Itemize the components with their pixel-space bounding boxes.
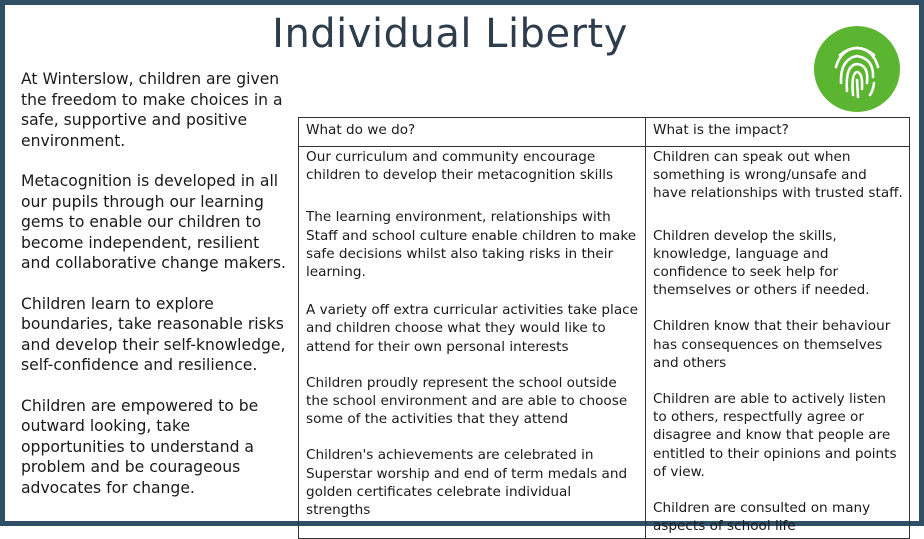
intro-paragraph: Children are empowered to be outward looking, take opportunities to understand a problem and be courageous advocates for change. <box>21 396 259 497</box>
intro-paragraph: Children learn to explore boundaries, take reasonable risks and develop their self-knowledge, self-confidence and resilience. <box>21 294 286 374</box>
list-item: Children are able to actively listen to others, respectfully agree or disagree and know that people are entitled to their opinions and points of view. <box>653 391 897 480</box>
list-item: Children's achievements are celebrated in Superstar worship and end of term medals and golden certificates celebrate individual strengths <box>306 447 628 519</box>
list-item: Children can speak out when something is wrong/unsafe and have relationships with trusted staff. <box>653 149 903 202</box>
table-row <box>299 147 910 539</box>
list-item: Children develop the skills, knowledge, language and confidence to seek help for themselves or others if needed. <box>653 227 870 299</box>
impact-cell <box>646 147 910 539</box>
list-item: The learning environment, relationships with Staff and school culture enable children to make safe decisions whilst also taking risks in their learning. <box>306 209 637 281</box>
intro-text <box>21 69 289 518</box>
liberty-table <box>298 117 910 539</box>
column-header-impact: What is the impact? <box>646 118 910 147</box>
column-header-what-we-do: What do we do? <box>299 118 646 147</box>
what-we-do-cell <box>299 147 646 539</box>
list-item: Children proudly represent the school outside the school environment and are able to choose some of the activities that they attend <box>306 374 628 428</box>
list-item: Children are consulted on many aspects of school life <box>653 500 871 535</box>
page-title: Individual Liberty <box>272 11 628 57</box>
table-header-row <box>299 118 910 147</box>
list-item: Children know that their behaviour has consequences on themselves and others <box>653 318 891 371</box>
list-item: A variety off extra curricular activities take place and children choose what they would like to attend for their own personal interests <box>306 302 638 355</box>
list-item: Our curriculum and community encourage children to develop their metacognition skills <box>306 149 614 184</box>
intro-paragraph: Metacognition is developed in all our pupils through our learning gems to enable our children to become independent, resilient and collaborative change makers. <box>21 172 286 272</box>
intro-paragraph: At Winterslow, children are given the freedom to make choices in a safe, supportive and positive environment. <box>21 70 283 150</box>
fingerprint-icon <box>813 25 901 113</box>
